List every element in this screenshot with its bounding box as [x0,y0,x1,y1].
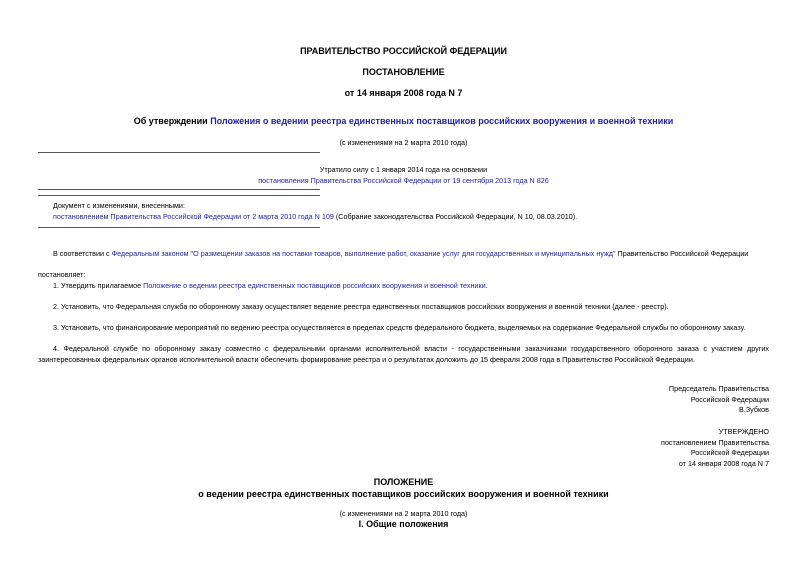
approval-date: от 14 января 2008 года N 7 [678,458,769,468]
signature-block [669,384,769,416]
item-3: 3. Установить, что финансирование мероприятий по ведению реестра осуществляется в пределах средств федерального бюджета, выделяемых на содержание Федеральной службы по оборонному заказу. [53,323,746,332]
regulation-subtitle: о ведении реестра единственных поставщиков российских вооружения и военной техники [198,489,609,499]
approval-by: постановлением Правительства [661,437,769,447]
document-date-number: от 14 января 2008 года N 7 [344,88,463,98]
changes-label: Документ с изменениями, внесенными: [53,201,185,210]
expiry-decree-link[interactable]: постановления Правительства Российской Федерации от 19 сентября 2013 года N 826 [258,176,549,185]
amendment-note: (с изменениями на 2 марта 2010 года) [339,138,468,147]
item-1-suffix: . [485,281,488,290]
approval-block [661,427,769,469]
divider [38,227,320,228]
item-1 [53,281,488,290]
approval-country: Российской Федерации [690,448,769,457]
regulation-amendment-note: (с изменениями на 2 марта 2010 года) [339,509,468,518]
item-2: 2. Установить, что Федеральная служба по оборонному заказу осуществляет ведение реестра единственных поставщиков российских вооружения и военной техники (далее - реестр). [53,302,669,311]
item-1-prefix: 1. Утвердить прилагаемое [53,281,144,290]
divider [38,189,320,190]
signature-name: В.Зубков [739,405,769,414]
signature-position: Председатель Правительства [668,384,769,393]
section-heading: I. Общие положения [358,519,449,529]
item-4: 4. Федеральной службе по оборонному заказу совместно с федеральными органами исполнительной власти - государственными заказчиками государственного оборонного заказа с участием других заинтересованных федеральных органов исполнительной власти обеспечить формирование реестра и о результатах доложить до 15 февраля 2008 года в Правительство Российской Федерации. [38,344,769,364]
preamble [53,249,748,258]
changes-line [53,212,577,221]
government-title: ПРАВИТЕЛЬСТВО РОССИЙСКОЙ ФЕДЕРАЦИИ [300,46,507,56]
document-type: ПОСТАНОВЛЕНИЕ [362,67,445,77]
decides-label: постановляет: [38,270,86,279]
regulation-link[interactable]: Положение о ведении реестра единственных поставщиков российских вооружения и военной техники [143,281,486,290]
preamble-prefix: В соответствии с [53,249,112,258]
approval-label: УТВЕРЖДЕНО [718,427,769,436]
signature-country: Российской Федерации [690,394,769,404]
expiry-link-wrap [0,176,807,185]
regulation-title: ПОЛОЖЕНИЕ [373,477,434,487]
changes-source: (Собрание законодательства Российской Федерации, N 10, 08.03.2010). [333,212,578,221]
amendment-decree-link[interactable]: постановлением Правительства Российской Федерации от 2 марта 2010 года N 109 [53,212,334,221]
title-prefix: Об утверждении [133,116,211,126]
divider [38,152,320,153]
regulation-link[interactable]: Положения о ведении реестра единственных поставщиков российских вооружения и военной техники [210,116,674,126]
document-title [0,116,807,126]
expiry-note: Утратило силу с 1 января 2014 года на основании [319,165,488,174]
preamble-suffix: Правительство Российской Федерации [615,249,749,258]
federal-law-link[interactable]: Федеральным законом "О размещении заказов на поставки товаров, выполнение работ, оказание услуг для государственных и муниципальных нужд" [111,249,616,258]
divider [38,195,320,196]
